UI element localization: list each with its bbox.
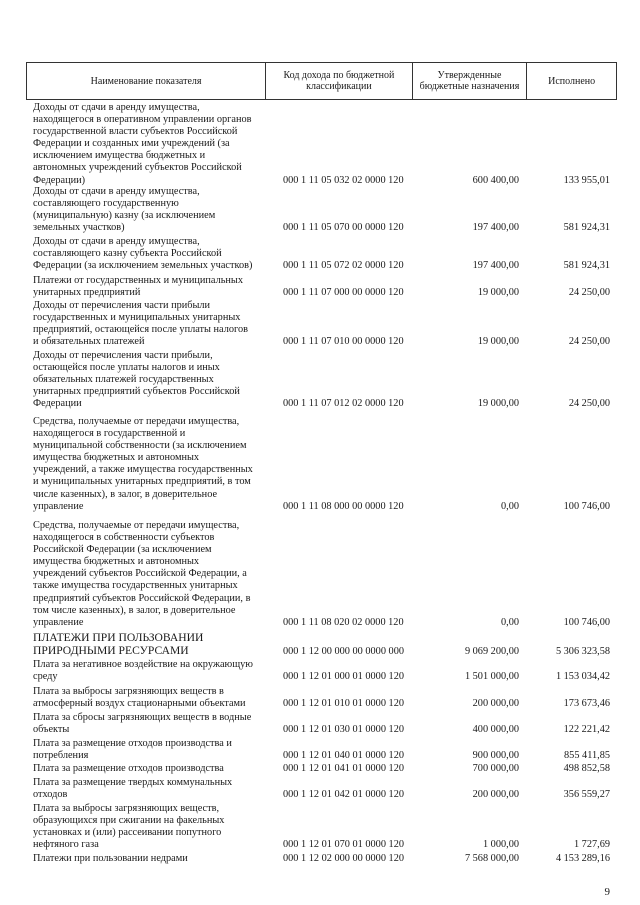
row-name: Плата за размещение твердых коммунальных отходов [33, 777, 233, 801]
row-code: 000 1 11 05 070 00 0000 120 [283, 222, 404, 233]
row-code: 000 1 12 01 040 01 0000 120 [283, 750, 404, 761]
row-approved: 1 000,00 [482, 839, 519, 850]
row-code: 000 1 12 01 042 01 0000 120 [283, 789, 404, 800]
row-code: 000 1 12 01 010 01 0000 120 [283, 698, 404, 709]
row-name: Плата за негативное воздействие на окружающую среду [33, 659, 253, 683]
row-name: Плата за сбросы загрязняющих веществ в водные объекты [33, 712, 252, 736]
row-name: Средства, получаемые от передачи имущества, находящегося в государственной и муниципальной собственности (за исключением имущества бюджетных и автономных учреждений, а также имущества государственных и муниципальных унитарных предприятий, в том числе казенных), в залог, в доверительное управление [33, 416, 253, 512]
row-name: Платежи от государственных и муниципальных унитарных предприятий [33, 275, 243, 299]
row-name: ПЛАТЕЖИ ПРИ ПОЛЬЗОВАНИИ ПРИРОДНЫМИ РЕСУРСАМИ [33, 631, 204, 657]
row-code: 000 1 12 01 000 01 0000 120 [283, 671, 404, 682]
row-code: 000 1 11 07 010 00 0000 120 [283, 336, 404, 347]
header-executed: Исполнено [548, 75, 596, 87]
row-code: 000 1 12 00 000 00 0000 000 [283, 646, 404, 657]
row-approved: 19 000,00 [477, 287, 519, 298]
row-code: 000 1 11 08 020 02 0000 120 [283, 617, 404, 628]
row-executed: 133 955,01 [563, 175, 610, 186]
row-executed: 5 306 323,58 [555, 646, 610, 657]
table-header [26, 62, 617, 100]
row-executed: 4 153 289,16 [555, 853, 610, 864]
row-executed: 100 746,00 [563, 501, 610, 512]
row-name: Доходы от перечисления части прибыли государственных и муниципальных унитарных предприятий, остающейся после уплаты налогов и обязательных платежей [33, 300, 248, 348]
row-code: 000 1 12 02 000 00 0000 120 [283, 853, 404, 864]
row-code: 000 1 11 08 000 00 0000 120 [283, 501, 404, 512]
row-executed: 498 852,58 [563, 763, 610, 774]
row-executed: 100 746,00 [563, 617, 610, 628]
page-number: 9 [604, 886, 610, 898]
row-executed: 122 221,42 [563, 724, 610, 735]
row-executed: 24 250,00 [568, 287, 610, 298]
row-executed: 24 250,00 [568, 336, 610, 347]
row-executed: 855 411,85 [564, 750, 610, 761]
row-approved: 197 400,00 [472, 260, 519, 271]
row-approved: 900 000,00 [472, 750, 519, 761]
row-approved: 200 000,00 [472, 789, 519, 800]
row-executed: 581 924,31 [563, 260, 610, 271]
row-executed: 1 727,69 [573, 839, 610, 850]
row-name: Плата за выбросы загрязняющих веществ в атмосферный воздух стационарными объектами [33, 686, 246, 710]
row-executed: 356 559,27 [563, 789, 610, 800]
row-name: Доходы от сдачи в аренду имущества, составляющего государственную (муниципальную) казну (за исключением земельных участков) [33, 186, 216, 234]
row-approved: 19 000,00 [477, 398, 519, 409]
row-approved: 200 000,00 [472, 698, 519, 709]
row-executed: 24 250,00 [568, 398, 610, 409]
row-name: Плата за выбросы загрязняющих веществ, образующихся при сжигании на факельных установках и (или) рассеивании попутного нефтяного газа [33, 803, 225, 851]
row-name: Доходы от перечисления части прибыли, остающейся после уплаты налогов и иных обязательных платежей государственных унитарных предприятий субъектов Российской Федерации [33, 350, 240, 410]
row-approved: 1 501 000,00 [464, 671, 519, 682]
row-name: Плата за размещение отходов производства и потребления [33, 738, 232, 762]
header-name: Наименование показателя [27, 63, 266, 99]
row-approved: 0,00 [500, 501, 519, 512]
row-approved: 197 400,00 [472, 222, 519, 233]
row-executed: 1 153 034,42 [555, 671, 610, 682]
row-approved: 9 069 200,00 [464, 646, 519, 657]
row-approved: 600 400,00 [472, 175, 519, 186]
row-code: 000 1 11 07 000 00 0000 120 [283, 287, 404, 298]
header-approved: Утвержденные бюджетные назначения [413, 63, 528, 99]
row-name: Плата за размещение отходов производства [33, 763, 224, 774]
row-code: 000 1 12 01 070 01 0000 120 [283, 839, 404, 850]
row-code: 000 1 12 01 041 01 0000 120 [283, 763, 404, 774]
row-code: 000 1 11 07 012 02 0000 120 [283, 398, 404, 409]
row-approved: 7 568 000,00 [464, 853, 519, 864]
header-code: Код дохода по бюджетной классификации [266, 63, 413, 99]
row-approved: 400 000,00 [472, 724, 519, 735]
row-executed: 581 924,31 [563, 222, 610, 233]
row-code: 000 1 12 01 030 01 0000 120 [283, 724, 404, 735]
row-name: Доходы от сдачи в аренду имущества, находящегося в оперативном управлении органов государственной власти субъектов Российской Федерации и созданных ими учреждений (за исключением имущества бюджетных и автономных учреждений субъектов Российской Федерации) [33, 102, 252, 186]
row-executed: 173 673,46 [563, 698, 610, 709]
row-approved: 0,00 [500, 617, 519, 628]
row-name: Платежи при пользовании недрами [33, 853, 188, 864]
row-approved: 700 000,00 [472, 763, 519, 774]
row-code: 000 1 11 05 032 02 0000 120 [283, 175, 404, 186]
row-code: 000 1 11 05 072 02 0000 120 [283, 260, 404, 271]
row-approved: 19 000,00 [477, 336, 519, 347]
row-name: Доходы от сдачи в аренду имущества, составляющего казну субъекта Российской Федерации (за исключением земельных участков) [33, 236, 253, 272]
row-name: Средства, получаемые от передачи имущества, находящегося в собственности субъектов Российской Федерации (за исключением имущества бюджетных и автономных учреждений субъектов Российской Федерации, а также имущества государственных унитарных предприятий субъектов Российской Федерации, в том числе казенных), в залог, в доверительное управление [33, 520, 251, 628]
